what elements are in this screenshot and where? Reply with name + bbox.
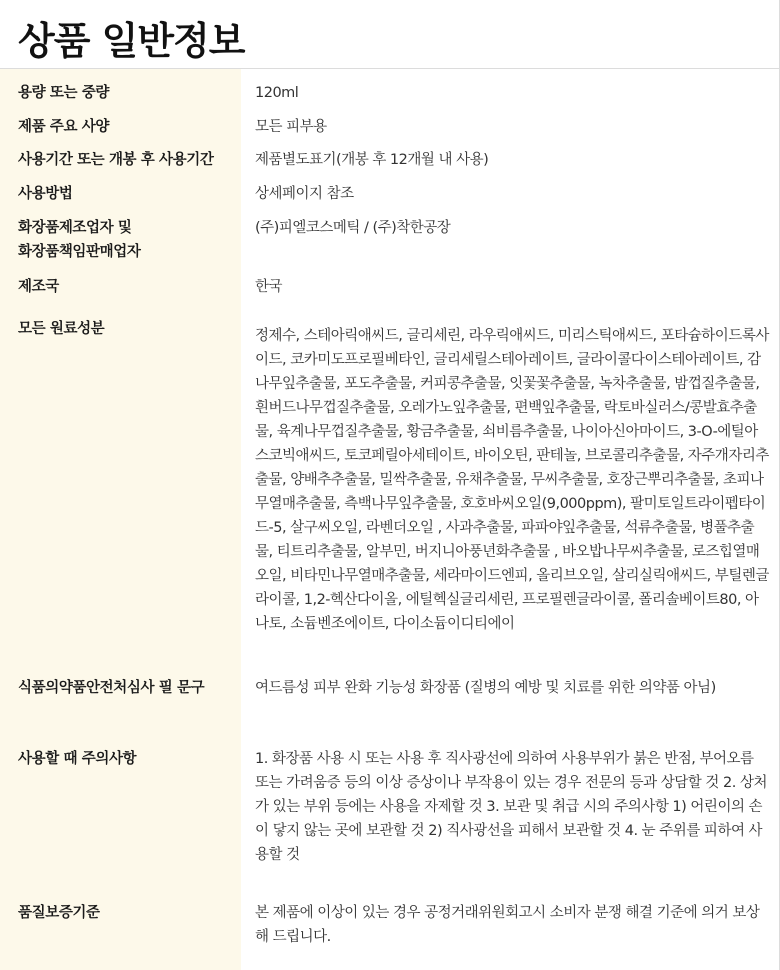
row-value: 여드름성 피부 완화 기능성 화장품 (질병의 예방 및 치료를 위한 의약품 아님)	[255, 680, 716, 696]
row-label: 사용기간 또는 개봉 후 사용기간	[18, 152, 214, 168]
row-label: 화장품제조업자 및 화장품책임판매업자	[18, 220, 141, 260]
row-value: 본 제품에 이상이 있는 경우 공정거래위원회고시 소비자 분쟁 해결 기준에 의거 보상해 드립니다.	[255, 905, 760, 945]
row-value: 상세페이지 참조	[255, 186, 354, 202]
row-label: 품질보증기준	[18, 905, 100, 921]
row-value: 정제수, 스테아릭애씨드, 글리세린, 라우릭애씨드, 미리스틱애씨드, 포타슘하이드록사이드, 코카미도프로필베타인, 글리세릴스테아레이트, 글라이콜다이스테아레이트, 감나무잎추출물, 포도추출물, 커피콩추출물, 잇꽃꽃추출물, 녹차추출물, 밤껍질추출물, 흰버드나무껍질추출물, 오레가노잎추출물, 편백잎추출물, 락토바실러스/콩발효추출물, 육계나무껍질추출물, 황금추출물, 쇠비름추출물, 나이아신아마이드, 3-O-에틸아스코빅애씨드, 토코페릴아세테이트, 바이오틴, 판테놀, 브로콜리추출물, 자주개자리추출물, 양배추추출물, 밀싹추출물, 유채추출물, 무씨추출물, 호장근뿌리추출물, 초피나무열매추출물, 측백나무잎추출물, 호호바씨오일(9,000ppm), 팔미토일트라이펩타이드-5, 살구씨오일, 라벤더오일 , 사과추출물, 파파야잎추출물, 석류추출물, 병풀추출물, 티트리추출물, 알부민, 버지니아풍년화추출물 , 바오밥나무씨추출물, 로즈힙열매오일, 비타민나무열매추출물, 세라마이드엔피, 올리브오일, 살리실릭애씨드, 부틸렌글라이콜, 1,2-헥산다이올, 에틸헥실글리세린, 프로필렌글라이콜, 폴리솔베이트80, 아나토, 소듐벤조에이트, 다이소듐이디티에이	[255, 328, 769, 632]
row-value: 120ml	[255, 85, 299, 101]
row-label: 제품 주요 사양	[18, 119, 109, 135]
row-value: (주)피엘코스메틱 / (주)착한공장	[255, 220, 451, 236]
row-value: 제품별도표기(개봉 후 12개월 내 사용)	[255, 152, 489, 168]
row-value: 모든 피부용	[255, 119, 327, 135]
row-value: 1. 화장품 사용 시 또는 사용 후 직사광선에 의하여 사용부위가 붉은 반점, 부어오름 또는 가려움증 등의 이상 증상이나 부작용이 있는 경우 전문의 등과 상담할 것 2. 상처가 있는 부위 등에는 사용을 자제할 것 3. 보관 및 취급 시의 주의사항 1) 어린이의 손이 닿지 않는 곳에 보관할 것 2) 직사광선을 피해서 보관할 것 4. 눈 주위를 피하여 사용할 것	[255, 751, 767, 863]
product-info-table	[0, 69, 779, 970]
row-label: 식품의약품안전처심사 필 문구	[18, 680, 205, 696]
row-label: 제조국	[18, 279, 59, 295]
row-label: 모든 원료성분	[18, 321, 105, 337]
row-value: 한국	[255, 279, 283, 295]
row-label: 사용방법	[18, 186, 73, 202]
row-label: 사용할 때 주의사항	[18, 751, 137, 767]
row-label: 용량 또는 중량	[18, 85, 109, 101]
page-title: 상품 일반정보	[18, 19, 245, 63]
